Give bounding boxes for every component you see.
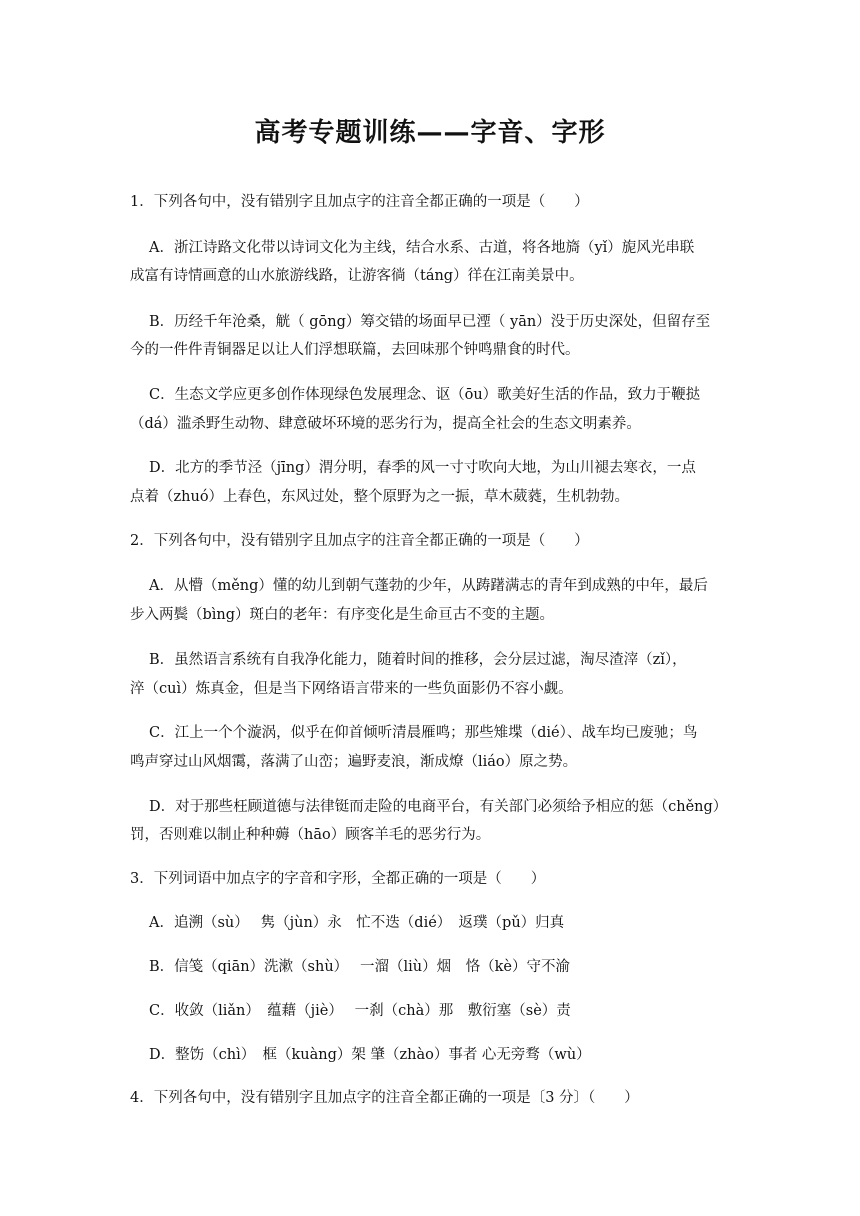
question-2-option-a: A．从懵（měng）懂的幼儿到朝气蓬勃的少年，从踌躇满志的青年到成熟的中年，最后 xyxy=(149,578,708,594)
question-3-stem: 3．下列词语中加点字的字音和字形，全都正确的一项是（ ） xyxy=(130,871,546,887)
question-1-option-a: A．浙江诗路文化带以诗词文化为主线，结合水系、古道，将各地旖（yǐ）旎风光串联 xyxy=(149,240,695,256)
question-2-option-b-cont: 淬（cuì）炼真金，但是当下网络语言带来的一些负面影仍不容小觑。 xyxy=(130,681,573,697)
question-3-option-b: B．信笺（qiān）洗漱（shù） 一溜（liù）烟 恪（kè）守不渝 xyxy=(149,959,571,975)
question-3-option-d: D．整饬（chì） 框（kuàng）架 肇（zhào）事者 心无旁骛（wù） xyxy=(149,1047,591,1063)
question-1-option-c: C．生态文学应更多创作体现绿色发展理念、讴（ōu）歌美好生活的作品，致力于鞭挞 xyxy=(149,387,701,403)
question-1-option-d: D．北方的季节泾（jīng）渭分明，春季的风一寸寸吹向大地，为山川褪去寒衣，一点 xyxy=(149,460,696,476)
question-2-option-c-cont: 鸣声穿过山风烟霭，落满了山峦；遍野麦浪，渐成燎（liáo）原之势。 xyxy=(130,754,578,770)
question-4-stem: 4．下列各句中，没有错别字且加点字的注音全都正确的一项是〔3 分〕（ ） xyxy=(130,1090,639,1106)
question-2-option-a-cont: 步入两鬓（bìng）斑白的老年：有序变化是生命亘古不变的主题。 xyxy=(130,607,555,623)
question-1-option-b-cont: 今的一件件青铜器足以让人们浮想联篇，去回味那个钟鸣鼎食的时代。 xyxy=(130,342,580,358)
question-1-option-b: B．历经千年沧桑，觥（ gōng）筹交错的场面早已湮（ yān）没于历史深处，但留存至 xyxy=(149,314,711,330)
question-2-option-d-cont: 罚，否则难以制止种种薅（hāo）顾客羊毛的恶劣行为。 xyxy=(130,827,491,843)
question-2-option-b: B．虽然语言系统有自我净化能力，随着时间的推移，会分层过滤，淘尽渣滓（zǐ）， xyxy=(149,652,687,668)
question-2-stem: 2．下列各句中，没有错别字且加点字的注音全都正确的一项是（ ） xyxy=(130,533,589,549)
question-1-stem: 1．下列各句中，没有错别字且加点字的注音全都正确的一项是（ ） xyxy=(130,194,589,210)
question-1-option-c-cont: （dá）滥杀野生动物、肆意破坏环境的恶劣行为，提高全社会的生态文明素养。 xyxy=(130,416,641,432)
question-1-option-d-cont: 点着（zhuó）上春色，东风过处，整个原野为之一振，草木葳蕤，生机勃勃。 xyxy=(130,489,630,505)
question-3-option-c: C．收敛（liǎn） 蕴藉（jiè） 一刹（chà）那 敷衍塞（sè）责 xyxy=(149,1003,571,1019)
question-1-option-a-cont: 成富有诗情画意的山水旅游线路，让游客徜（táng）徉在江南美景中。 xyxy=(130,268,584,284)
question-3-option-a: A．追溯（sù） 隽（jùn）永 忙不迭（dié） 返璞（pǔ）归真 xyxy=(149,915,565,931)
question-2-option-d: D．对于那些枉顾道德与法律铤而走险的电商平台，有关部门必须给予相应的惩（chěng） xyxy=(149,799,728,815)
page-title: 高考专题训练——字音、字形 xyxy=(254,118,606,148)
question-2-option-c: C．江上一个个漩涡，似乎在仰首倾听清晨雁鸣；那些雉堞（dié）、战车均已废驰；鸟 xyxy=(149,725,698,741)
